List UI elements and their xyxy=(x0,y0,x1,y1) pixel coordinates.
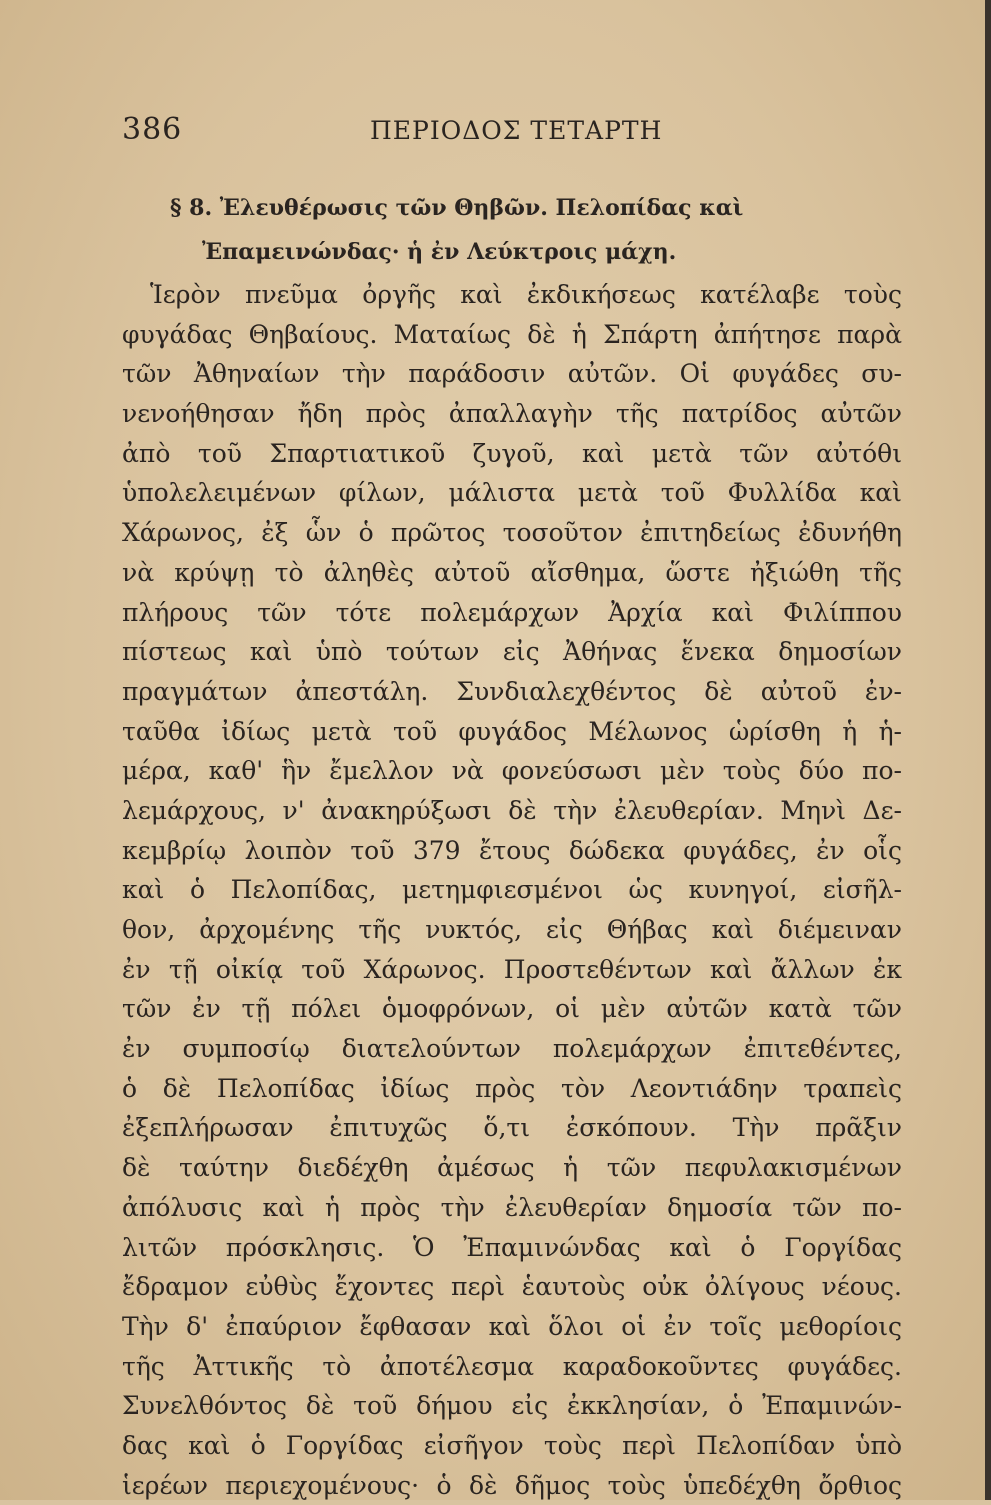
running-title: ΠΕΡΙΟΔΟΣ ΤΕΤΑΡΤΗ xyxy=(370,116,663,145)
text-line: κεμβρίῳ λοιπὸν τοῦ 379 ἔτους δώδεκα φυγάδες, ἐν οἷς xyxy=(122,835,902,865)
text-line: νενοήθησαν ἤδη πρὸς ἀπαλλαγὴν τῆς πατρίδος αὐτῶν xyxy=(122,399,902,429)
text-line: ταῦθα ἰδίως μετὰ τοῦ φυγάδος Μέλωνος ὡρίσθη ἡ ἡ- xyxy=(122,716,902,746)
text-line: ἐν τῇ οἰκίᾳ τοῦ Χάρωνος. Προστεθέντων καὶ ἄλλων ἐκ xyxy=(122,954,902,984)
text-line: θον, ἀρχομένης τῆς νυκτός, εἰς Θήβας καὶ διέμειναν xyxy=(122,915,902,944)
text-line: τῶν Ἀθηναίων τὴν παράδοσιν αὐτῶν. Οἱ φυγάδες συ- xyxy=(122,359,902,389)
text-line: Χάρωνος, ἐξ ὧν ὁ πρῶτος τοσοῦτον ἐπιτηδείως ἐδυνήθη xyxy=(122,518,902,548)
text-line: λιτῶν πρόσκλησις. Ὁ Ἐπαμινώνδας καὶ ὁ Γοργίδας xyxy=(122,1232,902,1262)
page-header xyxy=(122,112,902,152)
text-line: ἐν συμποσίῳ διατελούντων πολεμάρχων ἐπιτεθέντες, xyxy=(122,1034,902,1064)
text-line: ὁ δὲ Πελοπίδας ἰδίως πρὸς τὸν Λεοντιάδην τραπεὶς xyxy=(122,1073,902,1103)
text-line: φυγάδας Θηβαίους. Ματαίως δὲ ἡ Σπάρτη ἀπήτησε παρὰ xyxy=(122,319,902,349)
text-line: ἀπὸ τοῦ Σπαρτιατικοῦ ζυγοῦ, καὶ μετὰ τῶν αὐτόθι xyxy=(122,438,902,468)
text-line: ἔδραμον εὐθὺς ἔχοντες περὶ ἑαυτοὺς οὐκ ὀλίγους νέους. xyxy=(122,1272,902,1302)
text-line: Συνελθόντος δὲ τοῦ δήμου εἰς ἐκκλησίαν, ὁ Ἐπαμινών- xyxy=(122,1391,902,1421)
text-line: ἱερέων περιεχομένους· ὁ δὲ δῆμος τοὺς ὑπεδέχθη ὄρθιος xyxy=(122,1470,902,1500)
text-line: τῶν ἐν τῇ πόλει ὁμοφρόνων, οἱ μὲν αὐτῶν κατὰ τῶν xyxy=(122,994,902,1024)
section-heading-line: Ἐπαμεινώνδας· ἡ ἐν Λεύκτροις μάχη. xyxy=(202,239,677,265)
text-line: ἐξεπλήρωσαν ἐπιτυχῶς ὅ,τι ἐσκόπουν. Τὴν πρᾶξιν xyxy=(122,1113,902,1143)
page-edge xyxy=(985,0,991,1500)
text-line: πλήρους τῶν τότε πολεμάρχων Ἀρχία καὶ Φιλίππου xyxy=(122,597,902,627)
text-line: ἀπόλυσις καὶ ἡ πρὸς τὴν ἐλευθερίαν δημοσία τῶν πο- xyxy=(122,1192,902,1222)
section-heading xyxy=(170,186,870,274)
text-line: δας καὶ ὁ Γοργίδας εἰσῆγον τοὺς περὶ Πελοπίδαν ὑπὸ xyxy=(122,1430,902,1460)
text-line: Ἱερὸν πνεῦμα ὀργῆς καὶ ἐκδικήσεως κατέλαβε τοὺς xyxy=(150,280,902,309)
text-line: πραγμάτων ἀπεστάλη. Συνδιαλεχθέντος δὲ αὐτοῦ ἐν- xyxy=(122,676,902,706)
section-heading-line: § 8. Ἐλευθέρωσις τῶν Θηβῶν. Πελοπίδας καὶ xyxy=(170,195,744,221)
text-line: δὲ ταύτην διεδέχθη ἀμέσως ἡ τῶν πεφυλακισμένων xyxy=(122,1153,902,1183)
text-line: Τὴν δ' ἐπαύριον ἔφθασαν καὶ ὅλοι οἱ ἐν τοῖς μεθορίοις xyxy=(122,1311,902,1341)
text-line: ὑπολελειμένων φίλων, μάλιστα μετὰ τοῦ Φυλλίδα καὶ xyxy=(122,478,902,508)
text-line: νὰ κρύψῃ τὸ ἀληθὲς αὐτοῦ αἴσθημα, ὥστε ἠξιώθη τῆς xyxy=(122,557,902,587)
page-number: 386 xyxy=(122,112,183,147)
text-line: μέρα, καθ' ἣν ἔμελλον νὰ φονεύσωσι μὲν τοὺς δύο πο- xyxy=(122,756,902,786)
body-paragraph xyxy=(122,275,902,1505)
text-line: πίστεως καὶ ὑπὸ τούτων εἰς Ἀθήνας ἕνεκα δημοσίων xyxy=(122,637,902,667)
text-line: τῆς Ἀττικῆς τὸ ἀποτέλεσμα καραδοκοῦντες φυγάδες. xyxy=(122,1351,902,1381)
text-line: λεμάρχους, ν' ἀνακηρύξωσι δὲ τὴν ἐλευθερίαν. Μηνὶ Δε- xyxy=(122,795,902,825)
text-line: καὶ ὁ Πελοπίδας, μετημφιεσμένοι ὡς κυνηγοί, εἰσῆλ- xyxy=(122,875,902,905)
